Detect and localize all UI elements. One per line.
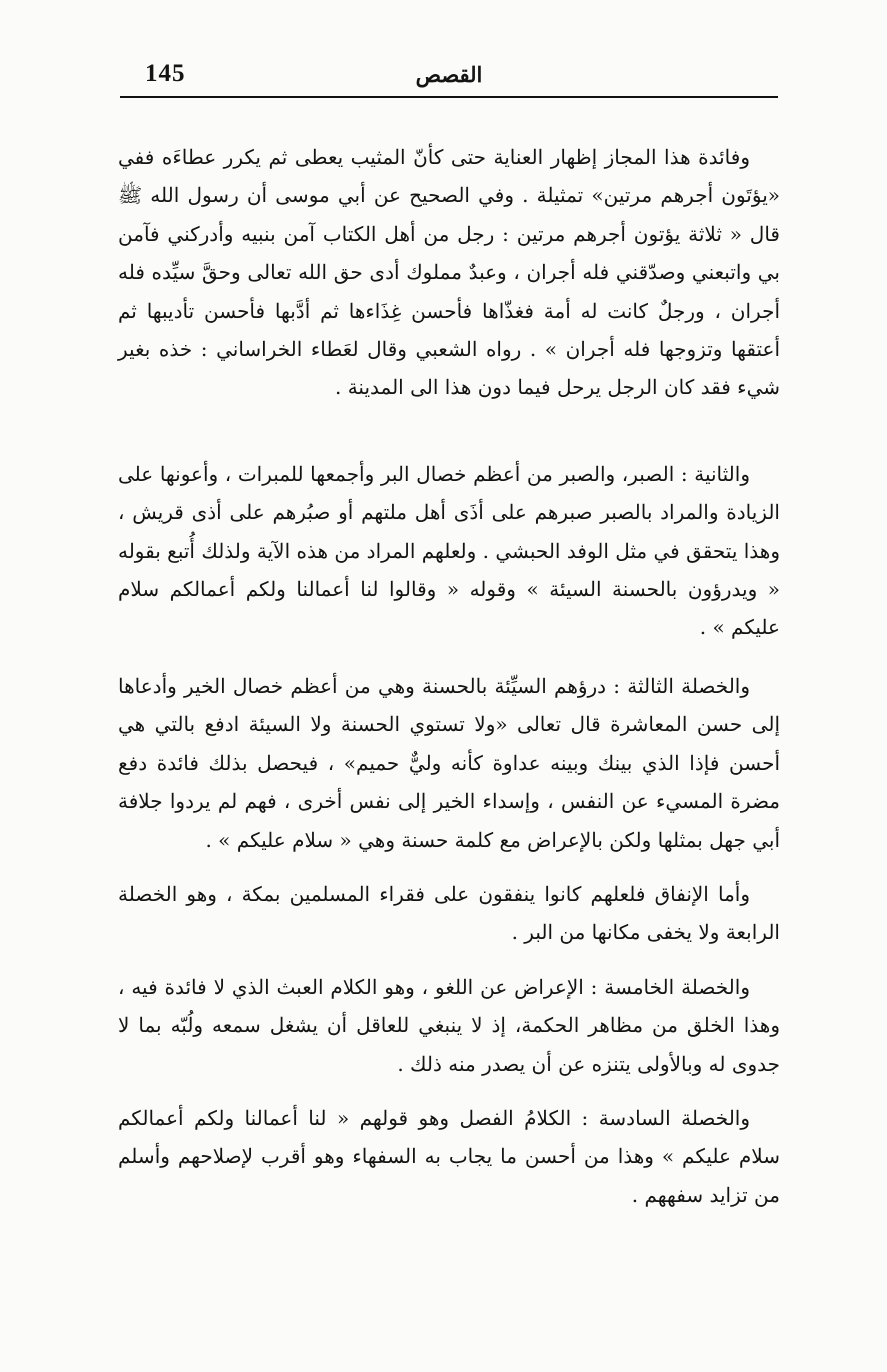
paragraph-3: والخصلة الثالثة : درؤهم السيِّئة بالحسنة وهي من أعظم خصال الخير وأدعاها إلى حسن المعاشرة قال تعالى «ولا تستوي الحسنة ولا السيئة ادفع بالتي هي أحسن فإذا الذي بينك وبينه عداوة كأنه وليٌّ حميم» ، فيحصل بذلك فائدة دفع مضرة المسيء عن النفس ، وإسداء الخير إلى نفس أخرى ، فهم لم يردوا جلافة أبي جهل بمثلها ولكن بالإعراض مع كلمة حسنة وهي « سلام عليكم » . xyxy=(118,673,780,852)
page-number: 145 xyxy=(145,60,186,87)
paragraph-2: والثانية : الصبر، والصبر من أعظم خصال البر وأجمعها للمبرات ، وأعونها على الزيادة والمراد بالصبر صبرهم على أذَى أهل ملتهم أو صبُرهم على أذى قريش ، وهذا يتحقق في مثل الوفد الحبشي . ولعلهم المراد من هذه الآية ولذلك أُتبع بقوله « ويدرؤون بالحسنة السيئة » وقوله « وقالوا لنا أعمالنا ولكم أعمالكم سلام عليكم » . xyxy=(117,461,780,640)
paragraph-4: وأما الإنفاق فلعلهم كانوا ينفقون على فقراء المسلمين بمكة ، وهو الخصلة الرابعة ولا يخفى مكانها من البر . xyxy=(118,881,780,945)
header-rule xyxy=(120,96,778,98)
running-title: القصص xyxy=(415,62,483,87)
paragraph-5: والخصلة الخامسة : الإعراض عن اللغو ، وهو الكلام العبث الذي لا فائدة فيه ، وهذا الخلق من مظاهر الحكمة، إذ لا ينبغي للعاقل أن يشغل سمعه ولُبّه بما لا جدوى له وبالأولى يتنزه عن أن يصدر منه ذلك . xyxy=(118,974,780,1076)
body-text xyxy=(118,138,780,1214)
page-header xyxy=(120,56,778,96)
paragraph-6: والخصلة السادسة : الكلامُ الفصل وهو قولهم « لنا أعمالنا ولكم أعمالكم سلام عليكم » وهذا من أحسن ما يجاب به السفهاء وهو أقرب لإصلاحهم وأسلم من تزايد سفههم . xyxy=(118,1105,780,1207)
paragraph-1: وفائدة هذا المجاز إظهار العناية حتى كأنّ المثيب يعطى ثم يكرر عطاءَه ففي «يؤتَون أجرهم مرتين» تمثيلة . وفي الصحيح عن أبي موسى أن رسول الله ﷺ قال « ثلاثة يؤتون أجرهم مرتين : رجل من أهل الكتاب آمن بنبيه وأدركني فآمن بي واتبعني وصدّقني فله أجران ، وعبدٌ مملوك أدى حق الله تعالى وحقَّ سيِّده فله أجران ، ورجلٌ كانت له أمة فغذّاها فأحسن غِذَاءها ثم أدَّبها فأحسن تأديبها ثم أعتقها وتزوجها فله أجران » . رواه الشعبي وقال لعَطاء الخراساني : خذه بغير شيء فقد كان الرجل يرحل فيما دون هذا الى المدينة . xyxy=(118,145,780,400)
